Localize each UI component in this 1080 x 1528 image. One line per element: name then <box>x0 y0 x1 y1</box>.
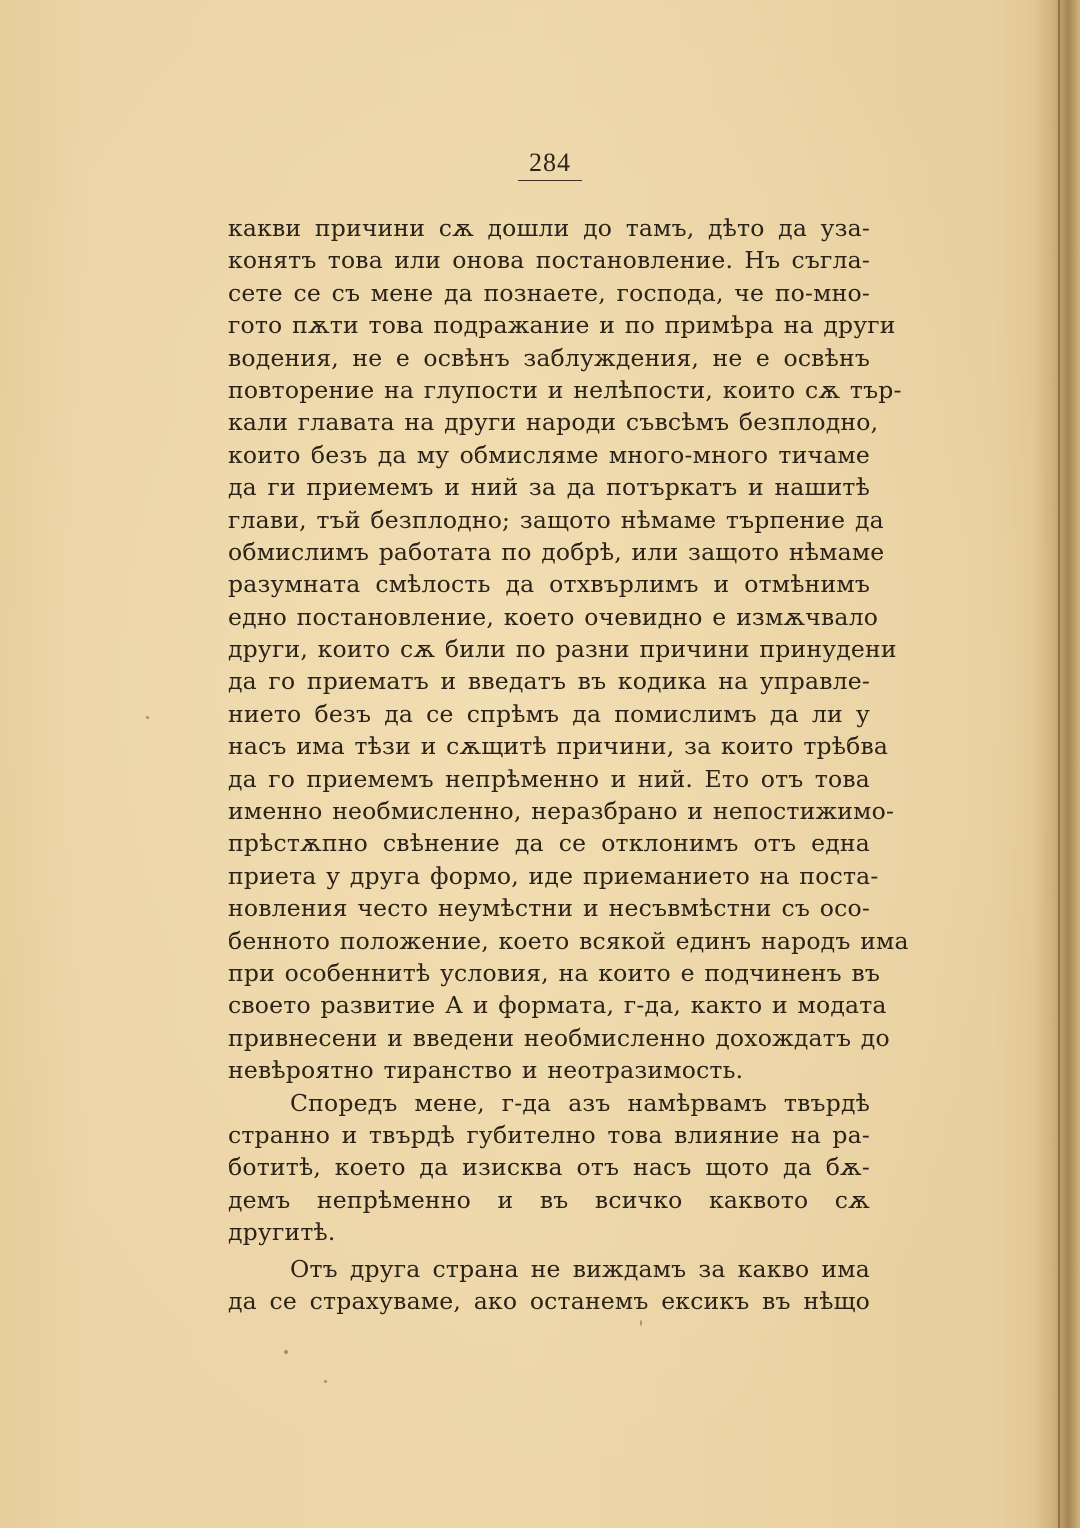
page-gutter-shadow <box>1034 0 1080 1528</box>
text-line: повторение на глупости и нелѣпости, които сѫ тър- <box>228 375 902 404</box>
text-line: да го приемемъ непрѣменно и ний. Ето отъ това <box>228 764 870 793</box>
text-line: какви причини сѫ дошли до тамъ, дѣто да уза- <box>228 214 870 242</box>
text-line: своето развитие А и формата, г-да, както и модата <box>228 991 887 1020</box>
text-line: обмислимъ работата по добрѣ, или защото нѣмаме <box>228 537 885 566</box>
text-line: насъ има тѣзи и сѫщитѣ причини, за които трѣбва <box>228 732 889 761</box>
body-text <box>228 212 909 1317</box>
paper-speck <box>284 1350 288 1354</box>
text-line: едно постановление, което очевидно е измѫчвало <box>228 602 879 631</box>
text-line: прѣстѫпно свѣнение да се отклонимъ отъ една <box>228 829 870 858</box>
text-line: приета у друга формо, иде приеманието на поста- <box>228 861 879 890</box>
text-line: водения, не е освѣнъ заблуждения, не е освѣнъ <box>228 343 870 372</box>
text-line: новления често неумѣстни и несъвмѣстни съ осо- <box>228 894 870 923</box>
text-line: други, които сѫ били по разни причини принудени <box>228 635 897 664</box>
text-line: кали главата на други народи съвсѣмъ безплодно, <box>228 408 879 437</box>
text-line: да се страхуваме, ако останемъ ексикъ въ нѣщо <box>228 1286 870 1315</box>
paragraph-3 <box>228 1253 870 1318</box>
text-line: гото пѫти това подражание и по примѣра на други <box>228 311 896 340</box>
text-line: при особеннитѣ условия, на които е подчиненъ въ <box>228 958 881 987</box>
paper-speck <box>324 1380 327 1383</box>
text-line: Споредъ мене, г-да азъ намѣрвамъ твърдѣ <box>290 1088 870 1117</box>
text-line: другитѣ. <box>228 1218 336 1247</box>
text-line: които безъ да му обмисляме много-много тичаме <box>228 440 870 469</box>
page-gutter-edge <box>1058 0 1060 1528</box>
page-number-rule <box>518 180 582 181</box>
paper-speck <box>146 716 149 719</box>
text-line: разумната смѣлость да отхвърлимъ и отмѣнимъ <box>228 570 870 599</box>
text-line: да ги приемемъ и ний за да потъркатъ и нашитѣ <box>228 473 870 502</box>
text-line: странно и твърдѣ губително това влияние на ра- <box>228 1120 870 1149</box>
text-line: сете се съ мене да познаете, господа, че по-мно- <box>228 278 870 307</box>
text-line: да го приематъ и введатъ въ кодика на управле- <box>228 667 870 696</box>
text-line: конятъ това или онова постановление. Нъ съгла- <box>228 246 870 275</box>
paragraph-1 <box>228 212 909 1087</box>
text-line: привнесени и введени необмисленно дохождатъ до <box>228 1023 890 1052</box>
text-line: Отъ друга страна не виждамъ за какво има <box>290 1254 870 1283</box>
text-line: демъ непрѣменно и въ всичко каквото сѫ <box>228 1185 870 1214</box>
text-line: именно необмисленно, неразбрано и непостижимо- <box>228 797 895 826</box>
paper-speck <box>640 1320 642 1326</box>
text-line: нието безъ да се спрѣмъ да помислимъ да ли у <box>228 699 870 728</box>
text-line: глави, тъй безплодно; защото нѣмаме търпение да <box>228 505 884 534</box>
text-line: бенното положение, което всякой единъ народъ има <box>228 926 909 955</box>
text-line: ботитѣ, което да изисква отъ насъ щото да бѫ- <box>228 1153 870 1182</box>
text-line: невѣроятно тиранство и неотразимость. <box>228 1056 744 1085</box>
paragraph-2 <box>228 1087 870 1249</box>
page-number: 284 <box>529 148 571 177</box>
